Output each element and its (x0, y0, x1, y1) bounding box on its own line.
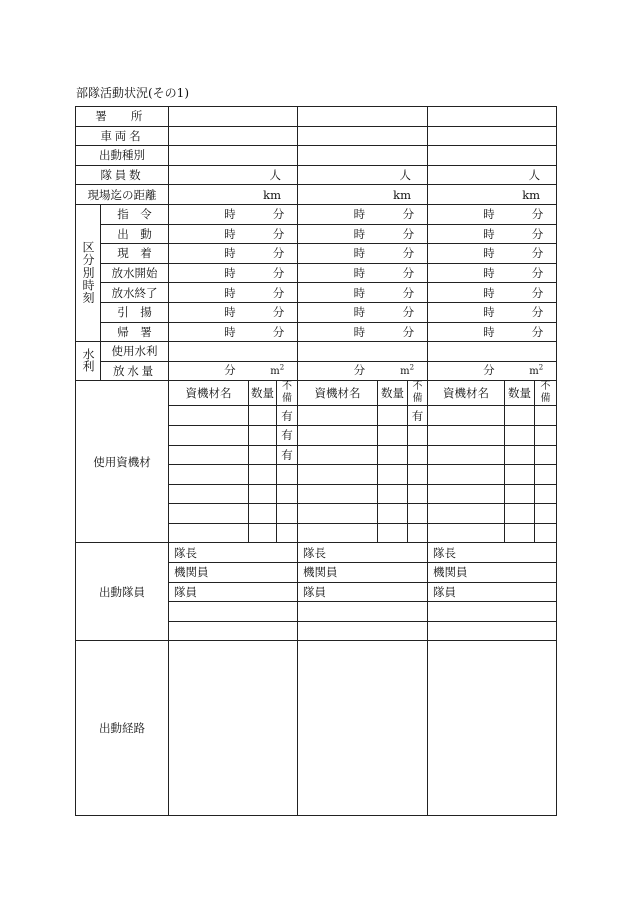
equipment-defect-header: 不 備 (277, 381, 298, 406)
equipment-qty-cell[interactable] (378, 523, 408, 543)
equipment-qty-header: 数量 (378, 381, 408, 406)
label-equipment: 使用資機材 (76, 381, 169, 543)
equipment-defect-cell[interactable] (408, 445, 428, 465)
unit-m2: $m^2$ (529, 363, 544, 378)
time-row (76, 322, 557, 342)
equipment-defect-cell[interactable] (535, 484, 557, 504)
unit-hour: 時 (353, 305, 366, 320)
time-group-text: 区分別時刻 (81, 240, 95, 304)
distance-cell-3[interactable] (428, 185, 557, 205)
unit-person: 人 (399, 168, 412, 183)
time-cell[interactable] (428, 224, 557, 244)
equipment-name-cell[interactable] (298, 406, 378, 426)
time-cell[interactable] (169, 322, 298, 342)
unit-hour: 時 (353, 226, 366, 241)
time-cell[interactable] (428, 302, 557, 322)
crew-cell[interactable]: 隊員 (169, 582, 298, 602)
equipment-defect-cell[interactable]: 有 (277, 406, 298, 426)
dispatch-type-cell-3[interactable] (428, 146, 557, 166)
unit-minute: 分 (402, 266, 415, 281)
unit-hour: 時 (353, 266, 366, 281)
unit-hour: 時 (224, 266, 236, 281)
unit-minute: 分 (531, 285, 544, 300)
unit-hour: 時 (224, 207, 236, 222)
dispatch-type-cell-2[interactable] (298, 146, 428, 166)
dispatch-type-cell-1[interactable] (169, 146, 298, 166)
row-water-amount (76, 361, 557, 381)
unit-minute: 分 (272, 266, 285, 281)
equipment-qty-cell[interactable] (249, 504, 277, 524)
vehicle-cell-2[interactable] (298, 126, 428, 146)
time-row-label: 放水開始 (101, 263, 169, 283)
unit-hour: 時 (224, 226, 236, 241)
equipment-name-cell[interactable] (169, 425, 249, 445)
unit-minute: 分 (531, 207, 544, 222)
crew-cell[interactable]: 機関員 (298, 563, 428, 583)
crew-cell[interactable]: 機関員 (169, 563, 298, 583)
equipment-name-cell[interactable] (169, 406, 249, 426)
time-cell[interactable] (298, 302, 428, 322)
equipment-name-cell[interactable] (298, 484, 378, 504)
equipment-name-header: 資機材名 (298, 381, 378, 406)
equipment-name-cell[interactable] (428, 445, 505, 465)
equipment-name-cell[interactable] (169, 523, 249, 543)
equipment-qty-cell[interactable] (249, 445, 277, 465)
label-route: 出動経路 (76, 641, 169, 816)
unit-hour: 時 (353, 285, 366, 300)
equipment-defect-cell[interactable] (535, 504, 557, 524)
time-cell[interactable] (428, 204, 557, 224)
time-cell[interactable] (298, 263, 428, 283)
distance-cell-1[interactable] (169, 185, 298, 205)
water-amount-cell-3[interactable] (428, 361, 557, 381)
unit-hour: 時 (224, 246, 236, 261)
water-amount-cell-1[interactable] (169, 361, 298, 381)
equipment-name-cell[interactable] (428, 406, 505, 426)
equipment-name-cell[interactable] (169, 445, 249, 465)
unit-km: km (522, 187, 541, 202)
row-members (76, 165, 557, 185)
time-cell[interactable] (298, 204, 428, 224)
equipment-qty-header: 数量 (249, 381, 277, 406)
equipment-name-header: 資機材名 (428, 381, 505, 406)
time-cell[interactable] (169, 204, 298, 224)
crew-cell[interactable] (298, 621, 428, 641)
unit-minute: 分 (531, 226, 544, 241)
time-row (76, 302, 557, 322)
equipment-qty-cell[interactable] (505, 445, 535, 465)
unit-minute: 分 (224, 363, 236, 378)
unit-minute: 分 (531, 324, 544, 339)
members-cell-1[interactable] (169, 165, 298, 185)
unit-minute: 分 (402, 246, 415, 261)
water-amount-cell-2[interactable] (298, 361, 428, 381)
equipment-defect-header: 不 備 (408, 381, 428, 406)
unit-hour: 時 (353, 324, 366, 339)
unit-hour: 時 (224, 305, 236, 320)
equipment-qty-cell[interactable] (505, 523, 535, 543)
equipment-defect-cell[interactable]: 有 (277, 425, 298, 445)
time-cell[interactable] (298, 244, 428, 264)
equipment-name-cell[interactable] (428, 484, 505, 504)
equipment-qty-cell[interactable] (249, 523, 277, 543)
equipment-qty-cell[interactable] (505, 504, 535, 524)
crew-cell[interactable]: 隊員 (298, 582, 428, 602)
time-cell[interactable] (428, 263, 557, 283)
unit-km: km (263, 187, 282, 202)
label-dispatch-type: 出動種別 (76, 146, 169, 166)
unit-hour: 時 (483, 266, 495, 281)
equipment-header-row (76, 381, 557, 406)
unit-minute: 分 (272, 285, 285, 300)
equipment-defect-cell[interactable] (408, 504, 428, 524)
equipment-defect-cell[interactable]: 有 (277, 445, 298, 465)
members-cell-2[interactable] (298, 165, 428, 185)
equipment-qty-cell[interactable] (249, 425, 277, 445)
equipment-defect-cell[interactable] (535, 406, 557, 426)
time-row (76, 263, 557, 283)
equipment-qty-cell[interactable] (378, 465, 408, 485)
time-row-label: 引 揚 (101, 302, 169, 322)
unit-hour: 時 (353, 207, 366, 222)
equipment-defect-cell[interactable] (277, 523, 298, 543)
unit-hour: 時 (224, 324, 236, 339)
unit-hour: 時 (483, 207, 495, 222)
row-distance (76, 185, 557, 205)
equipment-name-cell[interactable] (428, 523, 505, 543)
crew-cell[interactable] (169, 602, 298, 622)
unit-minute: 分 (402, 226, 415, 241)
equipment-qty-cell[interactable] (505, 425, 535, 445)
equipment-qty-cell[interactable] (249, 465, 277, 485)
unit-hour: 時 (353, 246, 366, 261)
crew-cell[interactable]: 機関員 (428, 563, 557, 583)
equipment-defect-cell[interactable] (277, 504, 298, 524)
vehicle-cell-3[interactable] (428, 126, 557, 146)
crew-cell[interactable]: 隊長 (298, 543, 428, 563)
unit-m2: $m^2$ (400, 363, 415, 378)
time-cell[interactable] (169, 263, 298, 283)
equipment-name-cell[interactable] (169, 504, 249, 524)
unit-minute: 分 (402, 285, 415, 300)
time-row-label: 放水終了 (101, 283, 169, 303)
equipment-defect-cell[interactable] (277, 484, 298, 504)
equipment-name-cell[interactable] (298, 504, 378, 524)
unit-minute: 分 (402, 324, 415, 339)
unit-hour: 時 (483, 285, 495, 300)
route-row (76, 641, 557, 816)
activity-form-table (75, 106, 557, 816)
unit-minute: 分 (272, 226, 285, 241)
equipment-defect-cell[interactable] (535, 465, 557, 485)
unit-minute: 分 (272, 324, 285, 339)
row-vehicle (76, 126, 557, 146)
time-cell[interactable] (298, 224, 428, 244)
distance-cell-2[interactable] (298, 185, 428, 205)
time-row (76, 224, 557, 244)
unit-km: km (393, 187, 412, 202)
time-cell[interactable] (169, 302, 298, 322)
equipment-qty-cell[interactable] (378, 445, 408, 465)
equipment-defect-cell[interactable] (535, 445, 557, 465)
unit-minute: 分 (272, 246, 285, 261)
crew-cell[interactable] (428, 621, 557, 641)
equipment-defect-cell[interactable] (408, 523, 428, 543)
equipment-name-cell[interactable] (298, 445, 378, 465)
row-station (76, 107, 557, 127)
crew-cell[interactable] (428, 602, 557, 622)
label-time-group (76, 204, 101, 341)
equipment-name-header: 資機材名 (169, 381, 249, 406)
equipment-qty-cell[interactable] (249, 406, 277, 426)
equipment-qty-cell[interactable] (505, 484, 535, 504)
unit-minute: 分 (483, 363, 495, 378)
equipment-qty-cell[interactable] (505, 465, 535, 485)
equipment-name-cell[interactable] (298, 465, 378, 485)
time-cell[interactable] (169, 244, 298, 264)
unit-hour: 時 (483, 226, 495, 241)
crew-row (76, 543, 557, 563)
equipment-qty-cell[interactable] (378, 406, 408, 426)
unit-minute: 分 (402, 305, 415, 320)
unit-minute: 分 (531, 266, 544, 281)
time-cell[interactable] (428, 244, 557, 264)
time-cell[interactable] (428, 322, 557, 342)
station-cell-1[interactable] (169, 107, 298, 127)
equipment-defect-cell[interactable] (408, 465, 428, 485)
crew-cell[interactable]: 隊長 (169, 543, 298, 563)
equipment-defect-header: 不 備 (535, 381, 557, 406)
unit-hour: 時 (483, 246, 495, 261)
time-cell[interactable] (169, 283, 298, 303)
equipment-defect-cell[interactable]: 有 (408, 406, 428, 426)
equipment-defect-cell[interactable] (277, 465, 298, 485)
time-row (76, 283, 557, 303)
time-cell[interactable] (298, 283, 428, 303)
equipment-name-cell[interactable] (169, 484, 249, 504)
equipment-defect-cell[interactable] (535, 523, 557, 543)
station-cell-3[interactable] (428, 107, 557, 127)
crew-cell[interactable]: 隊長 (428, 543, 557, 563)
time-row-label: 現 着 (101, 244, 169, 264)
label-water-amount: 放水量 (101, 361, 169, 381)
water-group-text: 水利 (81, 348, 95, 373)
time-row-label: 指 令 (101, 204, 169, 224)
unit-hour: 時 (483, 324, 495, 339)
unit-minute: 分 (531, 305, 544, 320)
equipment-name-cell[interactable] (428, 504, 505, 524)
unit-minute: 分 (531, 246, 544, 261)
unit-person: 人 (528, 168, 541, 183)
equipment-qty-cell[interactable] (378, 504, 408, 524)
water-source-cell-3[interactable] (428, 342, 557, 362)
time-row (76, 244, 557, 264)
equipment-name-cell[interactable] (428, 465, 505, 485)
equipment-defect-cell[interactable] (408, 425, 428, 445)
page-title: 部隊活動状況(その1) (76, 86, 189, 100)
row-dispatch-type (76, 146, 557, 166)
label-water-source: 使用水利 (101, 342, 169, 362)
unit-hour: 時 (224, 285, 236, 300)
route-cell-1[interactable] (169, 641, 298, 816)
members-cell-3[interactable] (428, 165, 557, 185)
equipment-name-cell[interactable] (428, 425, 505, 445)
equipment-qty-cell[interactable] (249, 484, 277, 504)
equipment-qty-cell[interactable] (378, 425, 408, 445)
equipment-name-cell[interactable] (298, 523, 378, 543)
row-water-source (76, 342, 557, 362)
equipment-qty-cell[interactable] (505, 406, 535, 426)
crew-cell[interactable] (169, 621, 298, 641)
label-water-group (76, 342, 101, 381)
unit-minute: 分 (353, 363, 366, 378)
label-crew: 出動隊員 (76, 543, 169, 641)
route-cell-2[interactable] (298, 641, 428, 816)
water-source-cell-1[interactable] (169, 342, 298, 362)
equipment-defect-cell[interactable] (408, 484, 428, 504)
unit-minute: 分 (272, 207, 285, 222)
label-distance: 現場迄の距離 (76, 185, 169, 205)
vehicle-cell-1[interactable] (169, 126, 298, 146)
equipment-qty-cell[interactable] (378, 484, 408, 504)
time-cell[interactable] (428, 283, 557, 303)
unit-person: 人 (269, 168, 282, 183)
time-cell[interactable] (169, 224, 298, 244)
equipment-qty-header: 数量 (505, 381, 535, 406)
label-station: 署 所 (76, 107, 169, 127)
unit-hour: 時 (483, 305, 495, 320)
crew-cell[interactable] (298, 602, 428, 622)
unit-m2: $m^2$ (270, 363, 285, 378)
unit-minute: 分 (272, 305, 285, 320)
time-row (76, 204, 557, 224)
time-row-label: 帰 署 (101, 322, 169, 342)
crew-cell[interactable]: 隊員 (428, 582, 557, 602)
label-vehicle: 車両名 (76, 126, 169, 146)
label-members: 隊員数 (76, 165, 169, 185)
equipment-defect-cell[interactable] (535, 425, 557, 445)
station-cell-2[interactable] (298, 107, 428, 127)
water-source-cell-2[interactable] (298, 342, 428, 362)
time-row-label: 出 動 (101, 224, 169, 244)
route-cell-3[interactable] (428, 641, 557, 816)
unit-minute: 分 (402, 207, 415, 222)
time-cell[interactable] (298, 322, 428, 342)
equipment-name-cell[interactable] (169, 465, 249, 485)
equipment-name-cell[interactable] (298, 425, 378, 445)
